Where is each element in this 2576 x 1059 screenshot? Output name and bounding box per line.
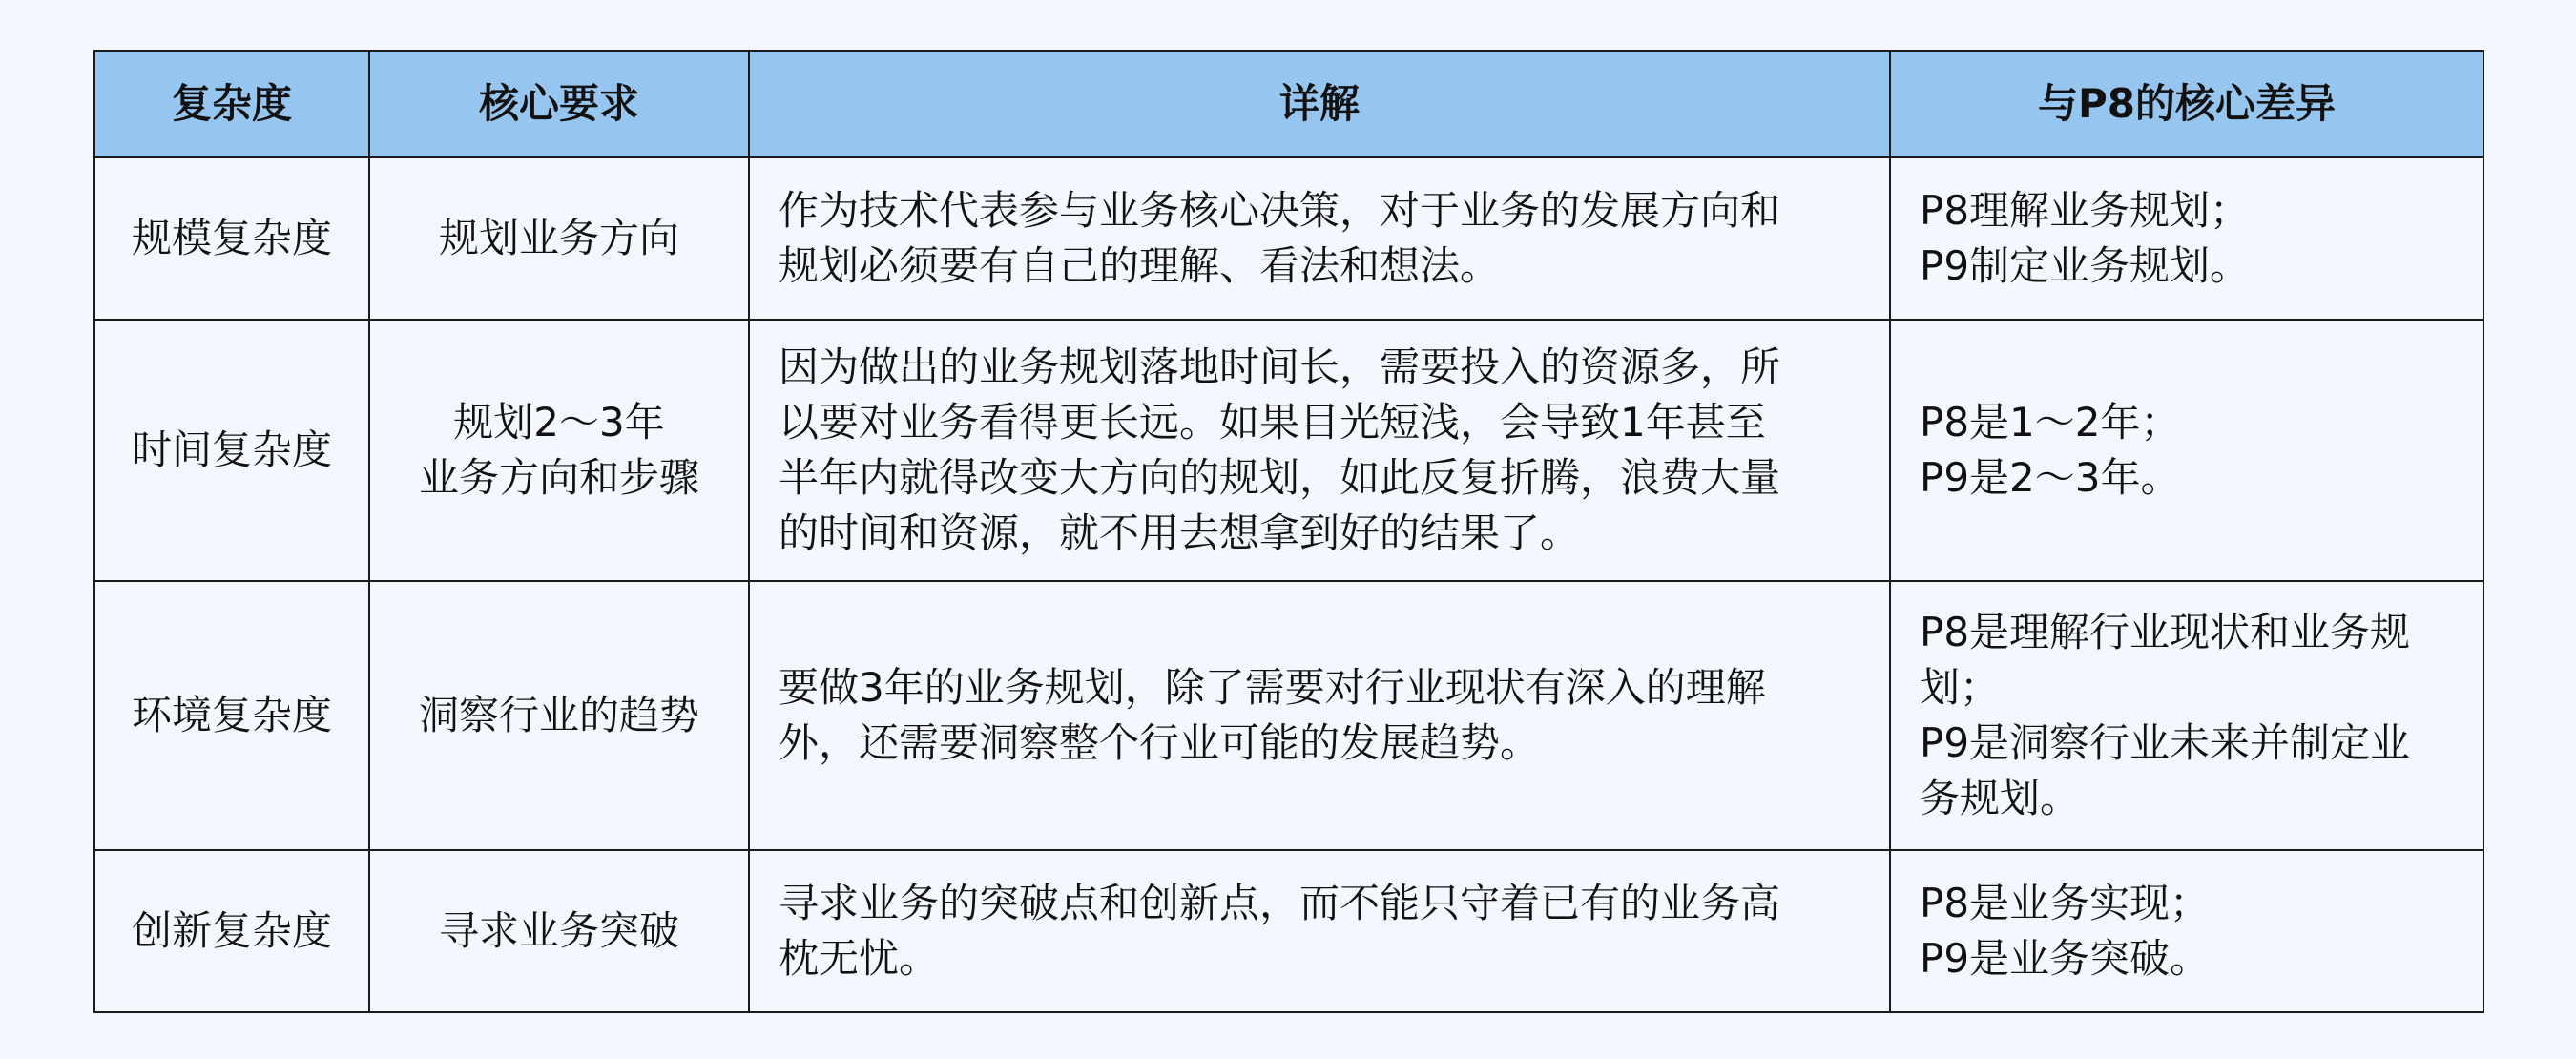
cell-line: P9制定业务规划。 [1920, 242, 2251, 289]
cell-line: P8是理解行业现状和业务规 [1920, 609, 2411, 655]
header-core-requirement: 核心要求 [369, 51, 749, 157]
cell-line: 规划2～3年 [453, 399, 665, 446]
detail-cell [749, 320, 1890, 581]
header-difference-from-p8: 与P8的核心差异 [1890, 51, 2483, 157]
cell-line: 划； [1920, 664, 2001, 711]
table-row [94, 157, 2483, 320]
header-detail: 详解 [749, 51, 1890, 157]
cell-line: 规划业务方向 [438, 215, 679, 261]
complexity-cell [94, 850, 369, 1012]
detail-cell [749, 581, 1890, 850]
cell-line: P8是1～2年； [1920, 399, 2181, 446]
table-body [94, 157, 2483, 1012]
cell-line: 创新复杂度 [131, 907, 332, 954]
cell-line: 务规划。 [1920, 775, 2081, 821]
table-row [94, 320, 2483, 581]
cell-line: 洞察行业的趋势 [418, 692, 699, 738]
complexity-comparison-table [93, 50, 2484, 1013]
detail-cell [749, 157, 1890, 320]
requirement-cell [369, 850, 749, 1012]
complexity-cell [94, 320, 369, 581]
header-row [94, 51, 2483, 157]
cell-line: P8是业务实现； [1920, 880, 2211, 926]
cell-line: 外，还需要洞察整个行业可能的发展趋势。 [779, 719, 1541, 766]
difference-cell [1890, 157, 2483, 320]
cell-line: P8理解业务规划； [1920, 187, 2251, 234]
table-header [94, 51, 2483, 157]
detail-cell [749, 850, 1890, 1012]
cell-line: 的时间和资源，就不用去想拿到好的结果了。 [779, 509, 1581, 556]
difference-cell [1890, 320, 2483, 581]
complexity-cell [94, 581, 369, 850]
cell-line: 因为做出的业务规划落地时间长，需要投入的资源多，所 [779, 343, 1781, 390]
header-complexity: 复杂度 [94, 51, 369, 157]
table-row [94, 581, 2483, 850]
difference-cell [1890, 850, 2483, 1012]
cell-line: 以要对业务看得更长远。如果目光短浅，会导致1年甚至 [779, 399, 1766, 446]
cell-line: 作为技术代表参与业务核心决策，对于业务的发展方向和 [779, 187, 1781, 234]
cell-line: 枕无忧。 [779, 935, 940, 982]
cell-line: P9是2～3年。 [1920, 454, 2181, 501]
difference-cell [1890, 581, 2483, 850]
cell-line: 业务方向和步骤 [418, 454, 699, 501]
cell-line: 半年内就得改变大方向的规划，如此反复折腾，浪费大量 [779, 454, 1781, 501]
cell-line: 规模复杂度 [131, 215, 332, 261]
requirement-cell [369, 157, 749, 320]
requirement-cell [369, 581, 749, 850]
cell-line: 寻求业务的突破点和创新点，而不能只守着已有的业务高 [779, 880, 1781, 926]
cell-line: 要做3年的业务规划，除了需要对行业现状有深入的理解 [779, 664, 1766, 711]
complexity-cell [94, 157, 369, 320]
cell-line: P9是洞察行业未来并制定业 [1920, 719, 2411, 766]
cell-line: P9是业务突破。 [1920, 935, 2211, 982]
cell-line: 时间复杂度 [131, 426, 332, 473]
cell-line: 寻求业务突破 [438, 907, 679, 954]
cell-line: 规划必须要有自己的理解、看法和想法。 [779, 242, 1501, 289]
cell-line: 环境复杂度 [131, 692, 332, 738]
table-row [94, 850, 2483, 1012]
requirement-cell [369, 320, 749, 581]
